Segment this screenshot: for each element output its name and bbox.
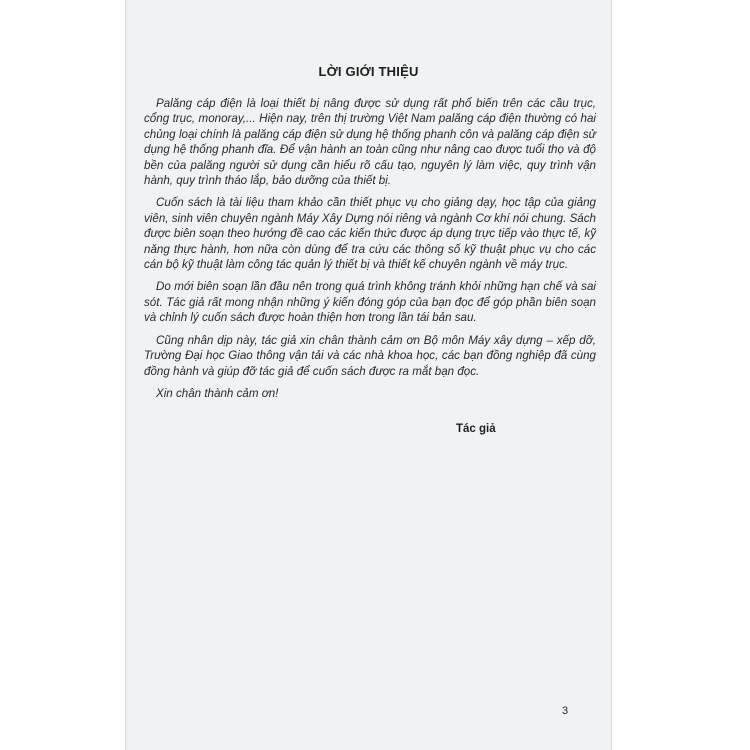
body-text: [144, 96, 596, 408]
paragraph-3: Do mới biên soạn lần đầu nên trong quá trình không tránh khỏi những hạn chế và sai sót. Tác giả rất mong nhận những ý kiến đóng góp của bạn đọc để góp phần biên soạn và chỉnh lý cuốn sách được hoàn thiện hơn trong lần tái bản sau.: [144, 280, 596, 325]
paragraph-4: Cũng nhân dịp này, tác giả xin chân thành cảm ơn Bộ môn Máy xây dựng – xếp dỡ, Trường Đại học Giao thông vận tải và các nhà khoa học, các bạn đồng nghiệp đã cùng đồng hành và giúp đỡ tác giả để cuốn sách được ra mắt bạn đọc.: [144, 333, 596, 378]
book-page: [126, 0, 611, 750]
page-title: LỜI GIỚI THIỆU: [318, 64, 419, 79]
paragraph-5: Xin chân thành cảm ơn!: [156, 386, 279, 400]
author-signature: Tác giả: [456, 423, 496, 435]
page-number: 3: [562, 705, 569, 717]
paragraph-2: Cuốn sách là tài liệu tham khảo cần thiết phục vụ cho giảng dạy, học tập của giảng viên, sinh viên chuyên ngành Máy Xây Dựng nói riêng và ngành Cơ khí nói chung. Sách được biên soạn theo hướng đề cao các kiến thức được áp dụng trực tiếp vào thực tế, kỹ năng thực hành, hơn nữa còn dùng để tra cứu các thông số kỹ thuật phục vụ cho các cán bộ kỹ thuật làm công tác quản lý thiết bị và thiết kế chuyên ngành về máy trục.: [144, 196, 596, 272]
paragraph-1: Palăng cáp điện là loại thiết bị nâng được sử dụng rất phổ biến trên các cầu trục, cổng trục, monoray,... Hiện nay, trên thị trường Việt Nam palăng cáp điện thường có hai chủng loại chính là palăng cáp điện sử dụng hệ thống phanh côn và palăng cáp điện sử dụng hệ thống phanh đĩa. Để vận hành an toàn cũng như nâng cao được tuổi thọ và độ bền của palăng người sử dụng cần hiểu rõ cấu tạo, nguyên lý làm việc, quy trình vận hành, quy trình tháo lắp, bảo dưỡng của thiết bị.: [144, 97, 596, 188]
